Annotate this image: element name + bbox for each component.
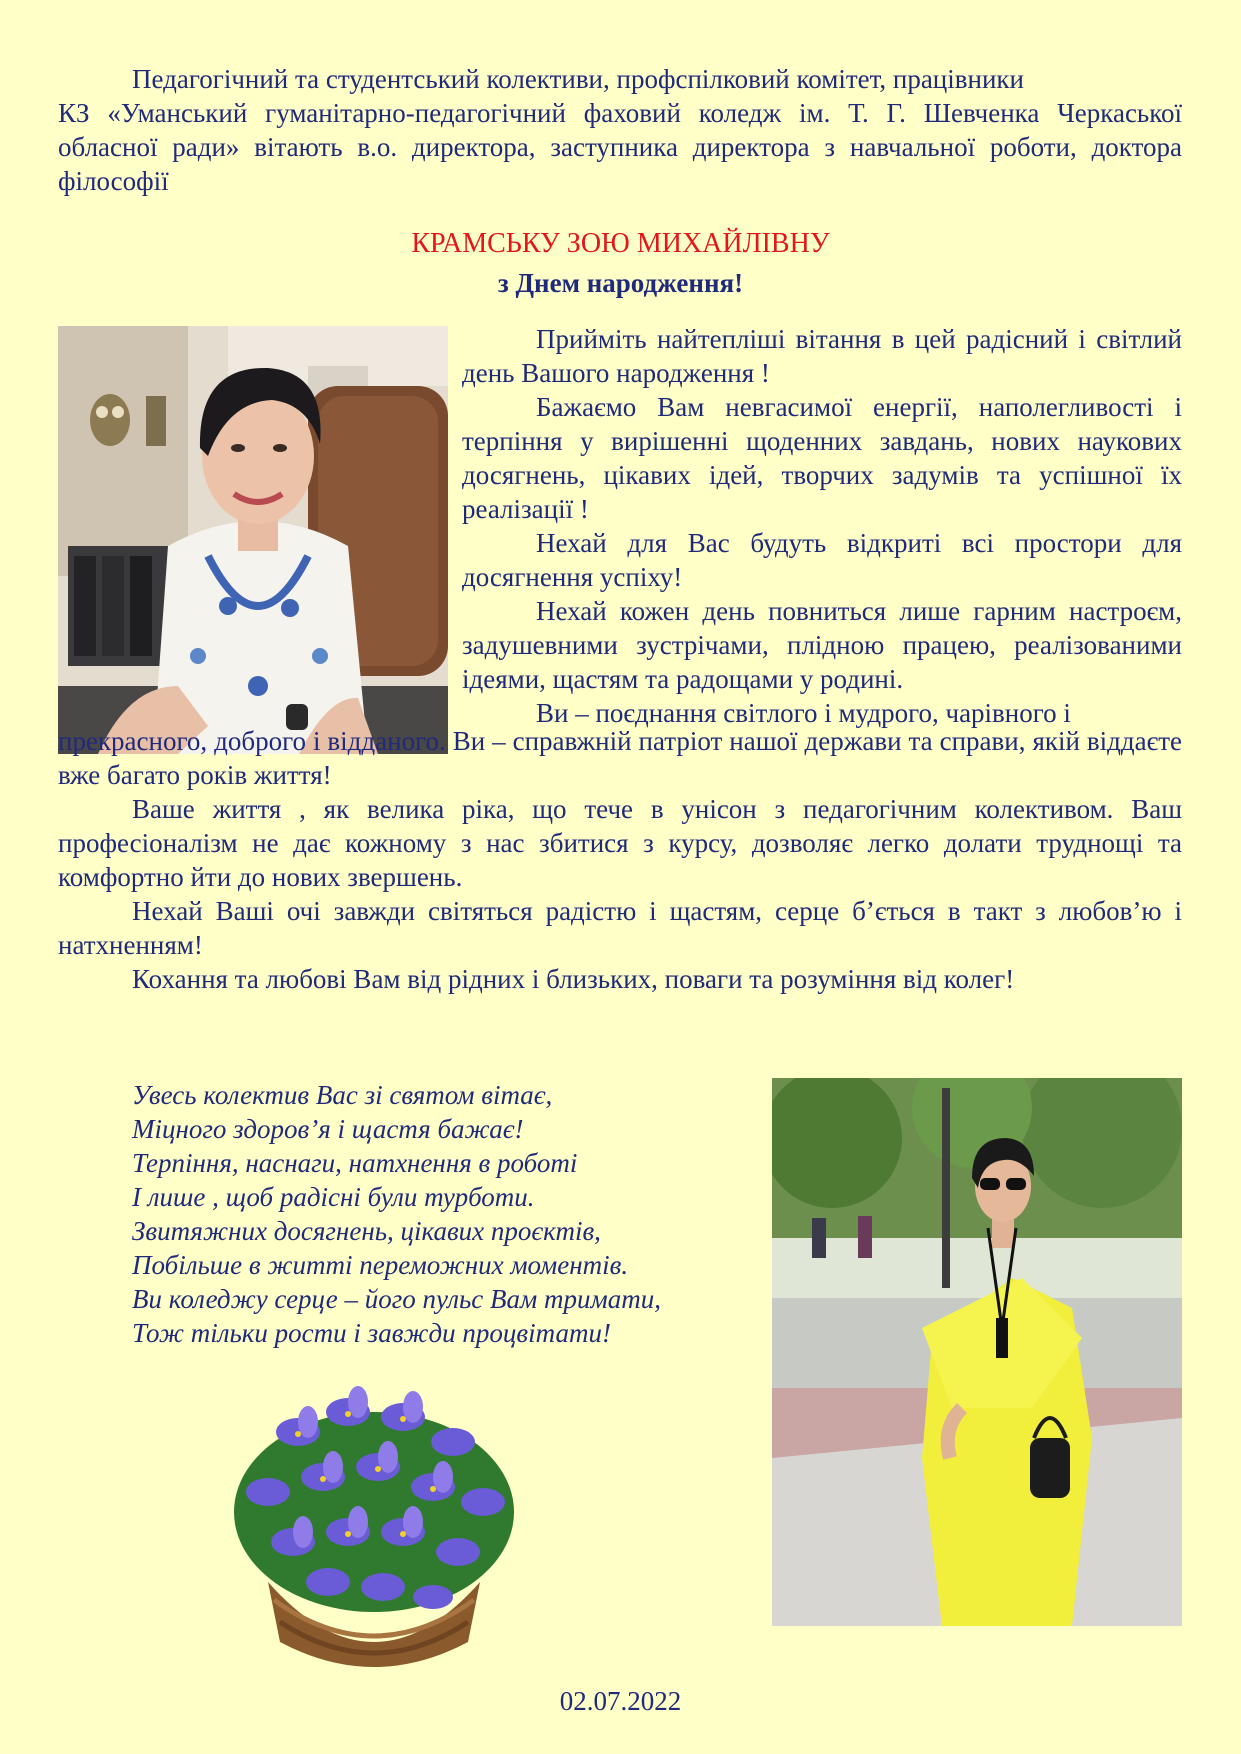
wish-paragraph: Нехай кожен день повниться лише гарним настроєм, задушевними зустрічами, плідною працею, реалізованими ідеями, щастям та радощами у родині. <box>462 596 1182 694</box>
wish-paragraph: Нехай для Вас будуть відкриті всі простори для досягнення успіху! <box>462 528 1182 592</box>
poem-line: І лише , щоб радісні були турботи. <box>132 1182 535 1212</box>
poem-line: Звитяжних досягнень, цікавих проєктів, <box>132 1216 601 1246</box>
poem-line: Тож тільки рости і завжди процвітати! <box>132 1318 611 1348</box>
poem-line: Ви коледжу серце – його пульс Вам тримати, <box>132 1284 661 1314</box>
office-portrait-photo <box>58 326 448 754</box>
poem-line: Увесь колектив Вас зі святом вітає, <box>132 1080 553 1110</box>
poem-line: Міцного здоров’я і щастя бажає! <box>132 1114 524 1144</box>
outdoor-portrait-photo <box>772 1078 1182 1626</box>
iris-basket-image <box>228 1372 520 1670</box>
poem <box>132 1078 792 1350</box>
wish-paragraph: Прийміть найтепліші вітання в цей радісний і світлий день Вашого народження ! <box>462 324 1182 388</box>
intro-first-line: Педагогічний та студентський колективи, профспілковий комітет, працівники <box>132 64 1024 94</box>
wish-paragraph: Нехай Ваші очі завжди світяться радістю і щастям, серце б’ється в такт з любов’ю і натхненням! <box>58 896 1182 960</box>
wish-paragraph: Бажаємо Вам невгасимої енергії, наполегливості і терпіння у вирішенні щоденних завдань, нових наукових досягнень, цікавих ідей, творчих задумів та успішної їх реалізації ! <box>462 392 1182 524</box>
wish-paragraph: Ви – поєднання світлого і мудрого, чарівного і <box>536 698 1071 728</box>
wishes-beside-photo <box>462 322 1182 730</box>
wishes-full-width <box>58 724 1182 996</box>
poem-line: Терпіння, наснаги, натхнення в роботі <box>132 1148 578 1178</box>
wish-continuation: прекрасного, доброго і відданого. Ви – справжній патріот нашої держави та справи, якій віддаєте вже багато років життя! <box>58 726 1182 790</box>
honoree-name: КРАМСЬКУ ЗОЮ МИХАЙЛІВНУ <box>411 228 830 259</box>
wish-paragraph: Ваше життя , як велика ріка, що тече в унісон з педагогічним колективом. Ваш професіоналізм не дає кожному з нас збитися з курсу, дозволяє легко долати труднощі та комфортно йти до нових звершень. <box>58 794 1182 892</box>
date-label: 02.07.2022 <box>559 1686 682 1716</box>
poem-line: Побільше в житті переможних моментів. <box>132 1250 629 1280</box>
birthday-heading: з Днем народження! <box>497 268 744 298</box>
intro-rest: КЗ «Уманський гуманітарно-педагогічний фаховий коледж ім. Т. Г. Шевченка Черкаської обласної ради» вітають в.о. директора, заступника директора з навчальної роботи, доктора філософії <box>58 98 1182 196</box>
wish-paragraph: Кохання та любові Вам від рідних і близьких, поваги та розуміння від колег! <box>132 964 1015 994</box>
intro-paragraph <box>58 62 1182 198</box>
